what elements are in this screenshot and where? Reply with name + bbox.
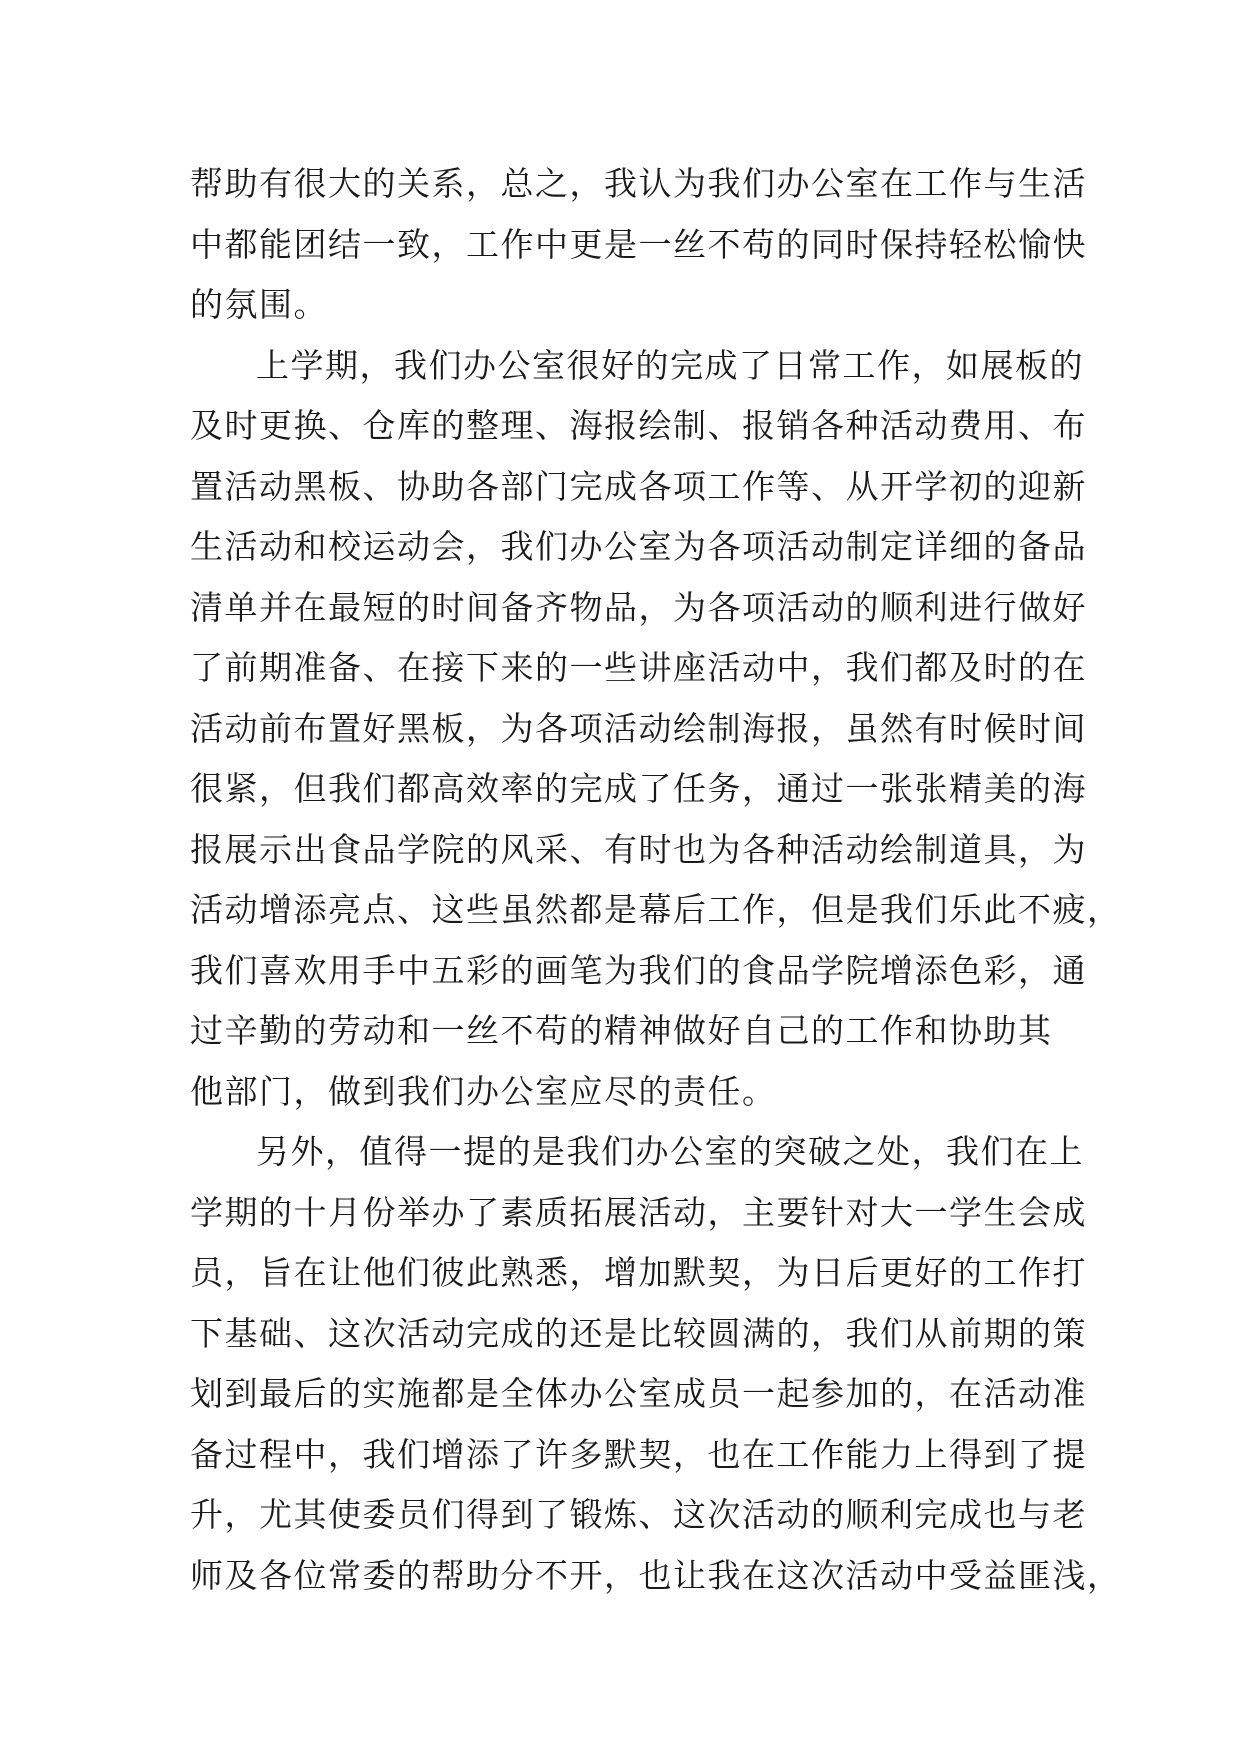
text-line: 他部门，做到我们办公室应尽的责任。 xyxy=(190,1071,777,1111)
text-line: 帮助有很大的关系，总之，我认为我们办公室在工作与生活 xyxy=(190,164,1087,203)
text-line: 员，旨在让他们彼此熟悉，增加默契，为日后更好的工作打 xyxy=(190,1253,1087,1292)
text-line: 升，尤其使委员们得到了锻炼、这次活动的顺利完成也与老 xyxy=(190,1495,1087,1534)
text-line: 的氛围。 xyxy=(190,285,328,324)
text-line: 过辛勤的劳动和一丝不苟的精神做好自己的工作和协助其 xyxy=(190,1011,1053,1050)
text-line: 很紧，但我们都高效率的完成了任务，通过一张张精美的海 xyxy=(190,769,1087,808)
text-line: 下基础、这次活动完成的还是比较圆满的，我们从前期的策 xyxy=(190,1313,1087,1353)
text-line: 及时更换、仓库的整理、海报绘制、报销各种活动费用、布 xyxy=(190,406,1087,445)
text-line: 另外，值得一提的是我们办公室的突破之处，我们在上 xyxy=(256,1132,1084,1171)
text-line: 上学期，我们办公室很好的完成了日常工作，如展板的 xyxy=(256,345,1084,385)
paragraph-3 xyxy=(190,1122,1122,1606)
text-line: 学期的十月份举办了素质拓展活动，主要针对大一学生会成 xyxy=(190,1192,1087,1232)
text-line: 师及各位常委的帮助分不开，也让我在这次活动中受益匪浅， xyxy=(190,1555,1122,1595)
text-line: 置活动黑板、协助各部门完成各项工作等、从开学初的迎新 xyxy=(190,466,1087,506)
text-line: 报展示出食品学院的风采、有时也为各种活动绘制道具，为 xyxy=(190,829,1087,869)
text-line: 中都能团结一致，工作中更是一丝不苟的同时保持轻松愉快 xyxy=(190,224,1087,264)
paragraph-2 xyxy=(190,336,1122,1123)
text-line: 活动增添亮点、这些虽然都是幕后工作，但是我们乐此不疲， xyxy=(190,890,1122,929)
text-line: 生活动和校运动会，我们办公室为各项活动制定详细的备品 xyxy=(190,527,1087,566)
paragraph-1 xyxy=(190,154,1087,336)
text-line: 活动前布置好黑板，为各项活动绘制海报，虽然有时候时间 xyxy=(190,708,1087,748)
text-line: 划到最后的实施都是全体办公室成员一起参加的，在活动准 xyxy=(190,1374,1087,1413)
body-text xyxy=(190,154,1122,1606)
text-line: 我们喜欢用手中五彩的画笔为我们的食品学院增添色彩，通 xyxy=(190,950,1087,990)
text-line: 清单并在最短的时间备齐物品，为各项活动的顺利进行做好 xyxy=(190,587,1087,627)
text-line: 备过程中，我们增添了许多默契，也在工作能力上得到了提 xyxy=(190,1434,1087,1474)
text-line: 了前期准备、在接下来的一些讲座活动中，我们都及时的在 xyxy=(190,648,1087,687)
